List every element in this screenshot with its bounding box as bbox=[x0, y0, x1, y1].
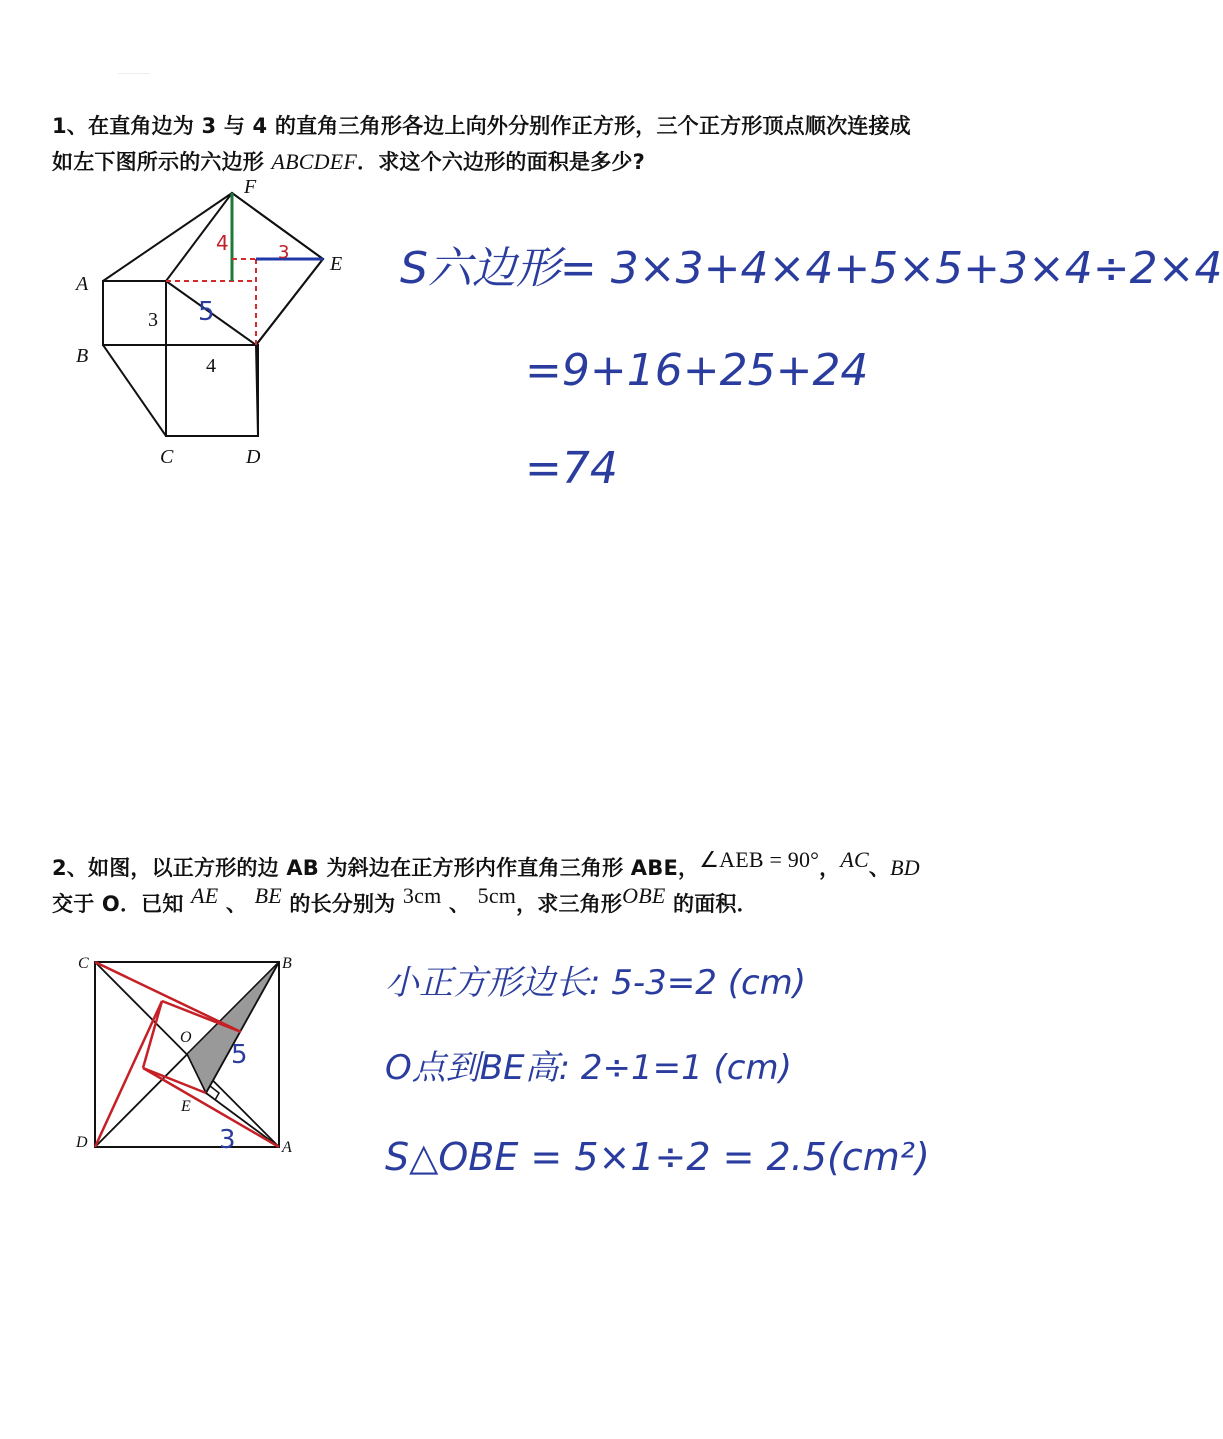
annotation-width: 3 bbox=[278, 242, 290, 263]
problem2-line2-mid2: ，求三角形 bbox=[516, 892, 623, 916]
vertex-o: O bbox=[180, 1029, 192, 1046]
solution1-line1: S六边形= 3×3+4×4+5×5+3×4÷2×4 bbox=[400, 243, 1223, 294]
vertex-e: E bbox=[330, 253, 343, 275]
side-label-4: 4 bbox=[206, 355, 216, 377]
problem1-line2-pre: 如左下图所示的六边形 bbox=[52, 150, 272, 174]
problem2-figure bbox=[70, 945, 310, 1160]
angle-aeb: ∠AEB = 90° bbox=[699, 847, 820, 872]
problem2-line2-pre: 交于 O．已知 bbox=[52, 892, 192, 916]
vertex-b: B bbox=[76, 345, 89, 367]
problem2-line1 bbox=[52, 847, 1042, 886]
vertex-f: F bbox=[244, 176, 257, 198]
problem2-statement bbox=[52, 847, 1042, 922]
problem1-figure bbox=[60, 170, 370, 475]
problem2-line2-post: 的面积． bbox=[665, 892, 758, 916]
vertex-d: D bbox=[246, 446, 261, 468]
segment-ae-line bbox=[206, 1093, 279, 1147]
vertex-e2: E bbox=[181, 1098, 191, 1115]
problem2-sep1: 、 bbox=[868, 856, 891, 880]
problem2-sep2: 、 bbox=[218, 892, 255, 916]
vertex-c: C bbox=[160, 446, 174, 468]
segment-ac: AC bbox=[840, 847, 869, 872]
annotation-hypotenuse: 5 bbox=[198, 297, 215, 327]
red-line-1 bbox=[95, 962, 241, 1032]
square-5 bbox=[166, 193, 323, 345]
hexagon-name: ABCDEF bbox=[271, 149, 358, 174]
side-label-3: 3 bbox=[148, 309, 158, 331]
problem2-sep3: 、 bbox=[441, 892, 478, 916]
length-be: 5cm bbox=[477, 883, 517, 908]
solution1-line2: =9+16+25+24 bbox=[525, 345, 869, 396]
solution2-line2: O点到BE高: 2÷1=1 (cm) bbox=[385, 1048, 792, 1088]
problem1-line1: 1、在直角边为 3 与 4 的直角三角形各边上向外分别作正方形，三个正方形顶点顺次连接成 bbox=[52, 114, 911, 138]
length-ae: 3cm bbox=[402, 883, 442, 908]
solution2-line3: S△OBE = 5×1÷2 = 2.5(cm²) bbox=[385, 1135, 930, 1179]
segment-be: BE bbox=[254, 883, 282, 908]
problem2-line2 bbox=[52, 883, 1042, 922]
vertex-d2: D bbox=[76, 1134, 88, 1151]
annotation-height: 4 bbox=[216, 231, 229, 255]
problem2-comma: ， bbox=[819, 856, 841, 880]
problem2-line1-pre: 2、如图，以正方形的边 AB 为斜边在正方形内作直角三角形 ABE， bbox=[52, 856, 700, 880]
scan-artifact bbox=[118, 73, 150, 80]
annotation-be-length: 5 bbox=[231, 1040, 248, 1070]
vertex-a2: A bbox=[282, 1139, 292, 1156]
vertex-c2: C bbox=[78, 955, 89, 972]
segment-ae: AE bbox=[191, 883, 219, 908]
annotation-ae-length: 3 bbox=[219, 1125, 236, 1155]
vertex-a: A bbox=[76, 273, 89, 295]
triangle-obe: OBE bbox=[622, 883, 666, 908]
solution1-line3: =74 bbox=[525, 443, 618, 494]
segment-bd: BD bbox=[890, 855, 920, 880]
problem2-line2-mid: 的长分别为 bbox=[281, 892, 403, 916]
vertex-b2: B bbox=[282, 955, 292, 972]
solution2-line1: 小正方形边长: 5-3=2 (cm) bbox=[385, 963, 807, 1003]
problem1-line2-post: ．求这个六边形的面积是多少? bbox=[357, 150, 646, 174]
